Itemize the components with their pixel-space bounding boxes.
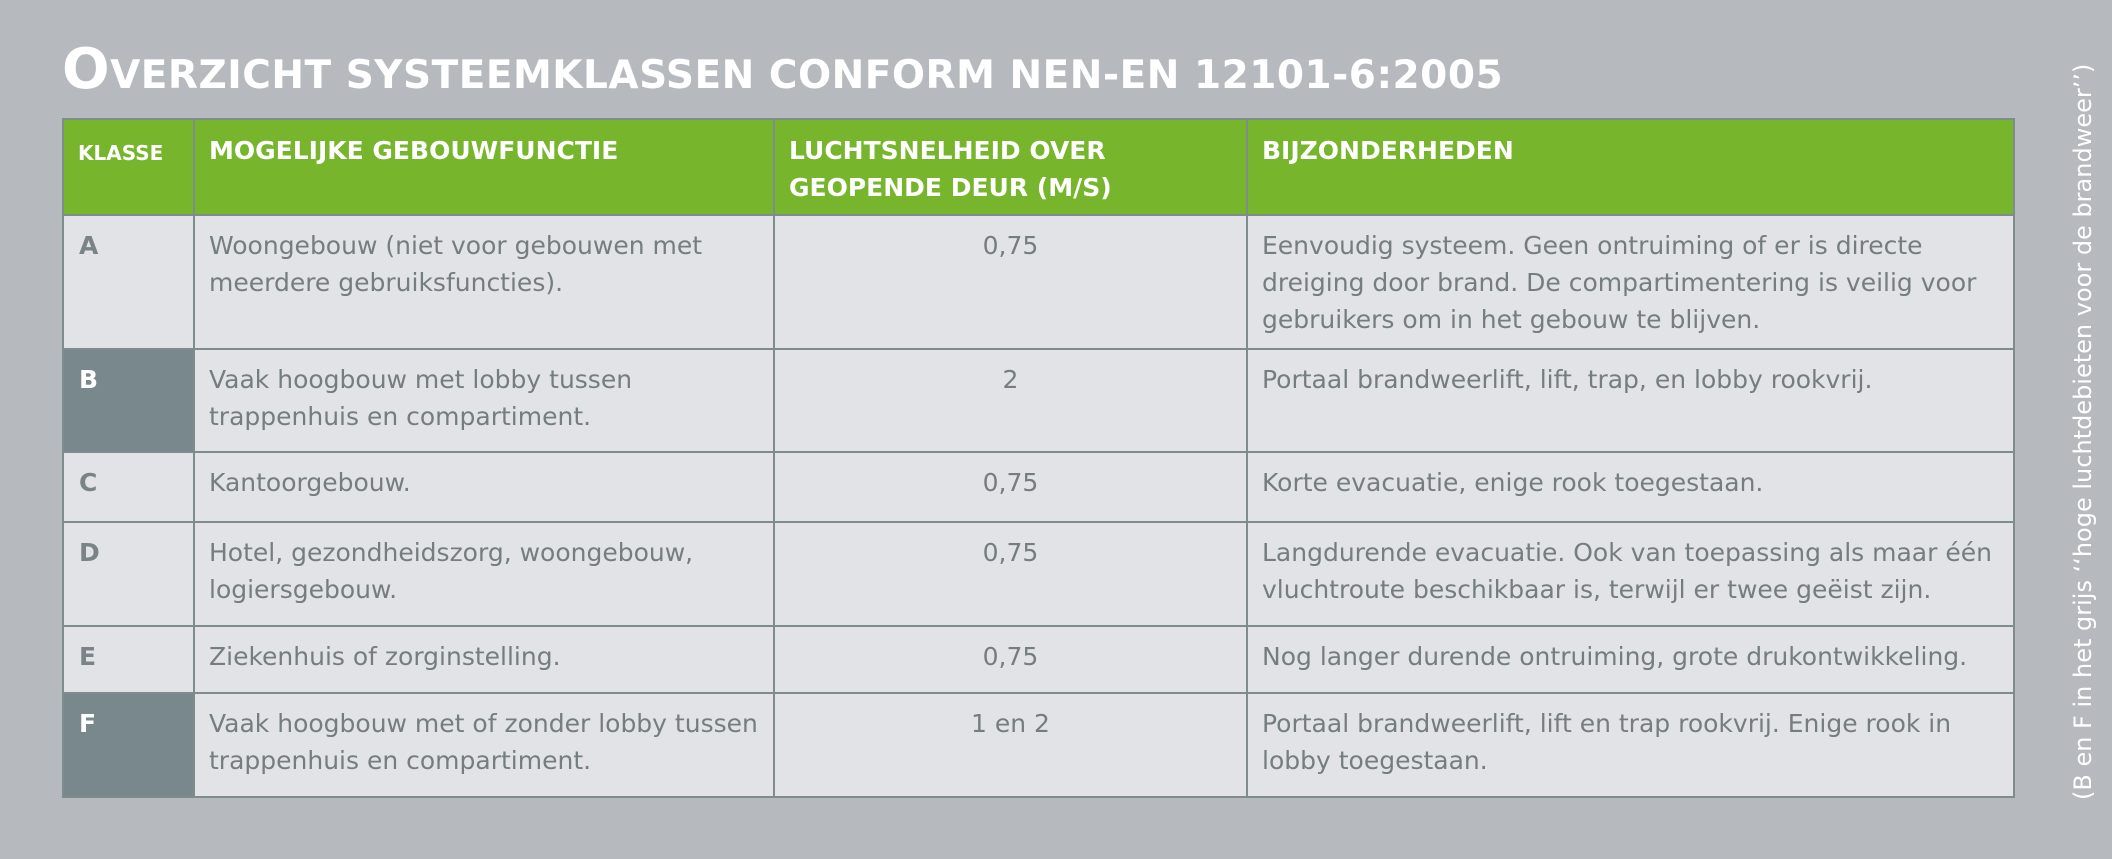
table-row bbox=[63, 215, 2014, 349]
cell-klasse: F bbox=[63, 693, 194, 797]
cell-bijzonderheden: Portaal brandweerlift, lift, trap, en lobby rookvrij. bbox=[1247, 349, 2014, 452]
table-row bbox=[63, 626, 2014, 693]
system-classes-table bbox=[62, 118, 2015, 798]
table-header-row bbox=[63, 119, 2014, 215]
cell-klasse: D bbox=[63, 522, 194, 626]
cell-luchtsnelheid: 1 en 2 bbox=[774, 693, 1247, 797]
cell-gebouwfunctie: Kantoorgebouw. bbox=[194, 452, 774, 522]
cell-luchtsnelheid: 0,75 bbox=[774, 626, 1247, 693]
cell-luchtsnelheid: 0,75 bbox=[774, 522, 1247, 626]
cell-luchtsnelheid: 0,75 bbox=[774, 215, 1247, 349]
cell-bijzonderheden: Langdurende evacuatie. Ook van toepassing als maar één vluchtroute beschikbaar is, terwijl er twee geëist zijn. bbox=[1247, 522, 2014, 626]
page-title bbox=[62, 38, 1503, 108]
header-luchtsnelheid-line2: GEOPENDE DEUR (M/S) bbox=[789, 173, 1112, 202]
cell-gebouwfunctie: Vaak hoogbouw met of zonder lobby tussen trappenhuis en compartiment. bbox=[194, 693, 774, 797]
header-bijzonderheden: BIJZONDERHEDEN bbox=[1247, 119, 2014, 215]
table-row bbox=[63, 452, 2014, 522]
header-gebouwfunctie: MOGELIJKE GEBOUWFUNCTIE bbox=[194, 119, 774, 215]
table-row bbox=[63, 693, 2014, 797]
cell-gebouwfunctie: Woongebouw (niet voor gebouwen met meerdere gebruiksfuncties). bbox=[194, 215, 774, 349]
table-row bbox=[63, 349, 2014, 452]
header-luchtsnelheid bbox=[774, 119, 1247, 215]
cell-luchtsnelheid: 2 bbox=[774, 349, 1247, 452]
cell-klasse: E bbox=[63, 626, 194, 693]
cell-bijzonderheden: Korte evacuatie, enige rook toegestaan. bbox=[1247, 452, 2014, 522]
header-luchtsnelheid-line1: LUCHTSNELHEID OVER bbox=[789, 136, 1106, 165]
title-initial: O bbox=[62, 37, 111, 102]
cell-gebouwfunctie: Ziekenhuis of zorginstelling. bbox=[194, 626, 774, 693]
cell-bijzonderheden: Eenvoudig systeem. Geen ontruiming of er is directe dreiging door brand. De compartimentering is veilig voor gebruikers om in het gebouw te blijven. bbox=[1247, 215, 2014, 349]
cell-klasse: C bbox=[63, 452, 194, 522]
cell-klasse: B bbox=[63, 349, 194, 452]
cell-klasse: A bbox=[63, 215, 194, 349]
title-rest: VERZICHT SYSTEEMKLASSEN CONFORM NEN-EN 12101-6:2005 bbox=[110, 53, 1504, 98]
side-note: (B en F in het grijs ‘‘hoge luchtdebieten voor de brandweer’’) bbox=[2069, 63, 2097, 800]
cell-bijzonderheden: Portaal brandweerlift, lift en trap rookvrij. Enige rook in lobby toegestaan. bbox=[1247, 693, 2014, 797]
cell-gebouwfunctie: Hotel, gezondheidszorg, woongebouw, logiersgebouw. bbox=[194, 522, 774, 626]
table-row bbox=[63, 522, 2014, 626]
header-klasse: KLASSE bbox=[63, 119, 194, 215]
cell-bijzonderheden: Nog langer durende ontruiming, grote drukontwikkeling. bbox=[1247, 626, 2014, 693]
cell-luchtsnelheid: 0,75 bbox=[774, 452, 1247, 522]
cell-gebouwfunctie: Vaak hoogbouw met lobby tussen trappenhuis en compartiment. bbox=[194, 349, 774, 452]
